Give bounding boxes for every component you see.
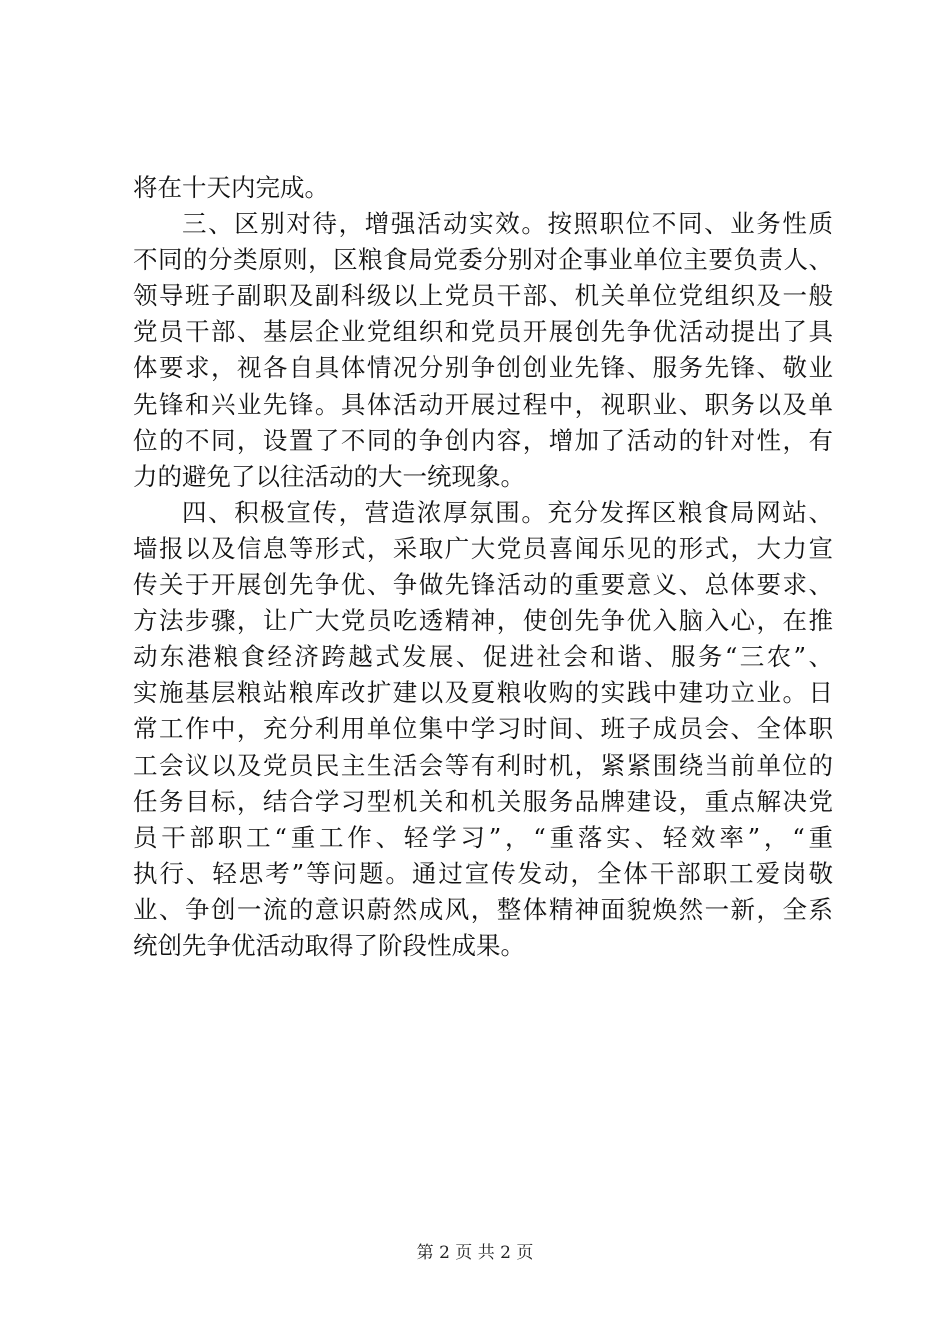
document-body — [133, 170, 833, 964]
paragraph-3-heading-line: 三、区别对待，增强活动实效。按照职位不同、业务性质 — [182, 209, 833, 239]
text-line: 传关于开展创先争优、争做先锋活动的重要意义、总体要求、 — [133, 570, 833, 600]
text-line: 领导班子副职及副科级以上党员干部、机关单位党组织及一般 — [133, 281, 833, 311]
text-line: 方法步骤，让广大党员吃透精神，使创先争优入脑入心，在推 — [133, 606, 833, 636]
text-line: 执行、轻思考”等问题。通过宣传发动，全体干部职工爱岗敬 — [133, 858, 833, 888]
text-line: 动东港粮食经济跨越式发展、促进社会和谐、服务“三农”、 — [133, 642, 833, 672]
text-line: 业、争创一流的意识蔚然成风，整体精神面貌焕然一新，全系 — [133, 894, 833, 924]
text-line: 常工作中，充分利用单位集中学习时间、班子成员会、全体职 — [133, 714, 833, 744]
text-line: 墙报以及信息等形式，采取广大党员喜闻乐见的形式，大力宣 — [133, 533, 833, 563]
text-line: 任务目标，结合学习型机关和机关服务品牌建设，重点解决党 — [133, 786, 833, 816]
text-line: 党员干部、基层企业党组织和党员开展创先争优活动提出了具 — [133, 317, 833, 347]
text-line: 将在十天内完成。 — [133, 173, 329, 202]
paragraph-4-heading-line: 四、积极宣传，营造浓厚氛围。充分发挥区粮食局网站、 — [182, 497, 833, 527]
text-line: 实施基层粮站粮库改扩建以及夏粮收购的实践中建功立业。日 — [133, 678, 833, 708]
text-line: 先锋和兴业先锋。具体活动开展过程中，视职业、职务以及单 — [133, 389, 833, 419]
text-line: 不同的分类原则，区粮食局党委分别对企事业单位主要负责人、 — [133, 245, 833, 275]
text-line: 位的不同，设置了不同的争创内容，增加了活动的针对性，有 — [133, 425, 833, 455]
text-line: 体要求，视各自具体情况分别争创创业先锋、服务先锋、敬业 — [133, 353, 833, 383]
text-line: 员干部职工“重工作、轻学习”，“重落实、轻效率”，“重 — [133, 822, 833, 852]
text-line: 统创先争优活动取得了阶段性成果。 — [133, 930, 525, 960]
text-line: 工会议以及党员民主生活会等有利时机，紧紧围绕当前单位的 — [133, 750, 833, 780]
text-line: 力的避免了以往活动的大一统现象。 — [133, 461, 525, 491]
page-number-footer: 第 2 页 共 2 页 — [416, 1243, 534, 1263]
